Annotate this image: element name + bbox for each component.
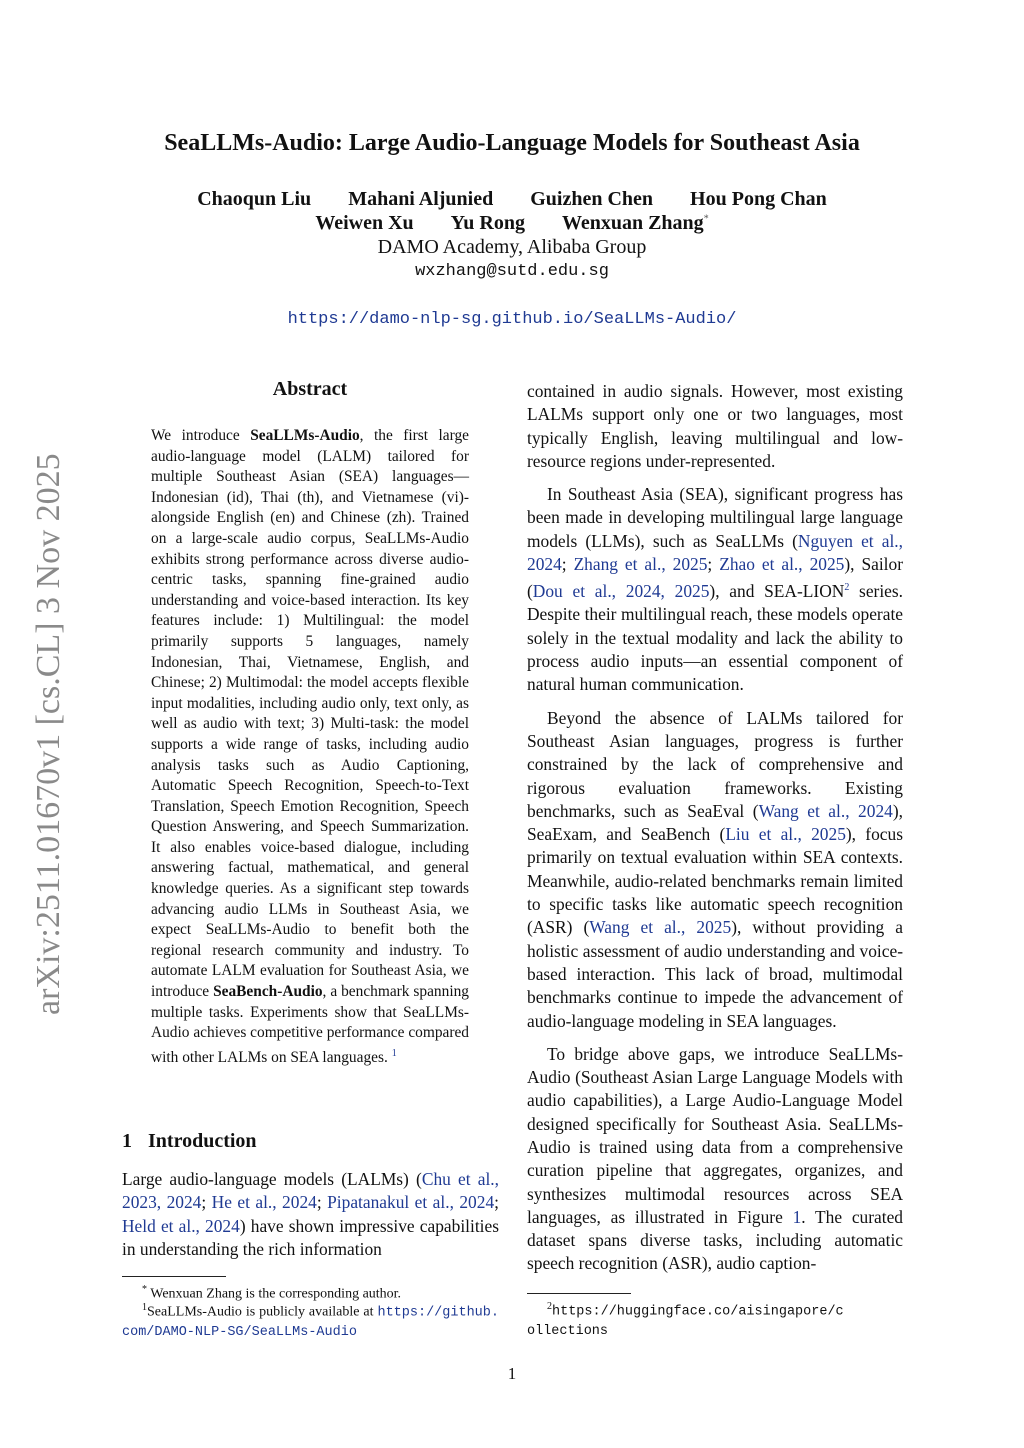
github-url-link[interactable]: https://github.com/DAMO-NLP-SG/SeaLLMs-Audio: [122, 1305, 499, 1340]
citation-link[interactable]: Wang et al., 2025: [589, 917, 732, 938]
page-number: 1: [507, 1364, 517, 1383]
author-email[interactable]: wxzhang@sutd.edu.sg: [415, 262, 609, 281]
author-name: Guizhen Chen: [530, 188, 654, 210]
footnote-ref[interactable]: 1: [391, 1047, 397, 1059]
model-name: SeaLLMs-Audio: [250, 427, 360, 444]
footnote-1: $^1$SeaLLMs-Audio is publicly available at https://github.com/DAMO-NLP-SG/SeaLLMs-Audio: [122, 1302, 499, 1340]
figure-ref-link[interactable]: 1: [792, 1206, 802, 1227]
citation-link[interactable]: He et al., 2024: [211, 1192, 317, 1213]
arxiv-stamp: arXiv:2511.01670v1 [cs.CL] 3 Nov 2025: [30, 453, 67, 1015]
footnote-2: $^2$https://huggingface.co/aisingapore/collections: [527, 1301, 844, 1339]
paper-title: SeaLLMs-Audio: Large Audio-Language Models for Southeast Asia: [164, 130, 860, 156]
paragraph: In Southeast Asia (SEA), significant progress has been made in developing multilingual large language models (LLMs), such as SeaLLMs (Nguyen et al., 2024; Zhang et al., 2025; Zhao et al., 2025), Sailor (Dou et al., 2024, 2025), and SEA-LION$^2$ series. Despite their multilingual reach, these models operate solely in the textual modality and lack the ability to process audio inputs—an essential component of natural human communication.: [527, 484, 903, 695]
paragraph: To bridge above gaps, we introduce SeaLLMs-Audio (Southeast Asian Large Language Models with audio capabilities), a Large Audio-Language Model designed specifically for Southeast Asia. SeaLLMs-Audio is trained using data from a comprehensive curation pipeline that aggregates, organizes, and synthesizes multimodal resources across SEA languages, as illustrated in Figure 1. The curated dataset spans diverse tasks, including automatic speech recognition (ASR), audio caption-: [527, 1043, 903, 1274]
citation-link[interactable]: Dou et al., 2024, 2025: [532, 581, 710, 602]
footnote-corresponding: * Wenxuan Zhang is the corresponding author.: [142, 1284, 402, 1302]
huggingface-url-link[interactable]: https://huggingface.co/aisingapore/collections: [527, 1304, 844, 1339]
footnote-rule: [527, 1293, 631, 1294]
abstract-heading: Abstract: [272, 378, 348, 400]
footnote-ref[interactable]: 2: [844, 582, 850, 594]
affiliation: DAMO Academy, Alibaba Group: [377, 236, 647, 258]
citation-link[interactable]: Wang et al., 2024: [758, 800, 893, 821]
corresponding-mark: *: [703, 213, 709, 225]
author-row-1: [0, 188, 1024, 211]
intro-left-paragraph: Large audio-language models (LALMs) (Chu et al., 2023, 2024; He et al., 2024; Pipatanakul et al., 2024; Held et al., 2024) have shown impressive capabilities in understanding the rich information: [122, 1169, 500, 1259]
citation-link[interactable]: Nguyen et al., 2024: [527, 530, 903, 575]
citation-link[interactable]: Chu et al., 2023, 2024: [122, 1169, 500, 1213]
citation-link[interactable]: Liu et al., 2025: [725, 824, 846, 845]
author-name: Weiwen Xu: [315, 212, 414, 234]
paragraph: contained in audio signals. However, most existing LALMs support only one or two languages, most typically English, leaving multilingual and low-resource regions under-represented.: [527, 381, 903, 471]
citation-link[interactable]: Zhao et al., 2025: [719, 554, 845, 575]
footnote-rule: [122, 1276, 226, 1277]
section-heading-introduction: 1 Introduction: [122, 1130, 257, 1152]
abstract-text: We introduce SeaLLMs-Audio, the first large audio-language model (LALM) tailored for multiple Southeast Asian (SEA) languages—Indonesian (id), Thai (th), and Vietnamese (vi)-alongside English (en) and Chinese (zh). Trained on a large-scale audio corpus, SeaLLMs-Audio exhibits strong performance across diverse audio-centric tasks, spanning fine-grained audio understanding and voice-based interaction. Its key features include: 1) Multilingual: the model primarily supports 5 languages, namely Indonesian, Thai, Vietnamese, English, and Chinese; 2) Multimodal: the model accepts flexible input modalities, including audio only, text only, as well as audio with text; 3) Multi-task: the model supports a wide range of tasks, including audio analysis tasks such as Audio Captioning, Automatic Speech Recognition, Speech-to-Text Translation, Speech Emotion Recognition, Speech Question Answering, and Speech Summarization. It also enables voice-based dialogue, including answering factual, mathematical, and general knowledge queries. As a significant step towards advancing audio LLMs in Southeast Asia, we expect SeaLLMs-Audio to benefit both the regional research community and industry. To automate LALM evaluation for Southeast Asia, we introduce SeaBench-Audio, a benchmark spanning multiple tasks. Experiments show that SeaLLMs-Audio achieves competitive performance compared with other LALMs on SEA languages. $^1$: [151, 427, 470, 1066]
paragraph: Beyond the absence of LALMs tailored for Southeast Asian languages, progress is further constrained by the lack of comprehensive and rigorous evaluation frameworks. Existing benchmarks, such as SeaEval (Wang et al., 2024), SeaExam, and SeaBench (Liu et al., 2025), focus primarily on textual evaluation within SEA contexts. Meanwhile, audio-related benchmarks remain limited to specific tasks like automatic speech recognition (ASR) (Wang et al., 2025), without providing a holistic assessment of audio understanding and voice-based interaction. This lack of broad, multimodal benchmarks continue to impede the advancement of audio-language modeling in SEA languages.: [527, 707, 903, 1031]
author-name: Chaoqun Liu: [197, 188, 312, 210]
author-name: Wenxuan Zhang*: [561, 212, 709, 234]
project-url-link[interactable]: https://damo-nlp-sg.github.io/SeaLLMs-Audio/: [287, 310, 737, 329]
citation-link[interactable]: Held et al., 2024: [122, 1215, 240, 1236]
author-name: Hou Pong Chan: [690, 188, 827, 210]
intro-right-column: [527, 380, 903, 1286]
citation-link[interactable]: Pipatanakul et al., 2024: [327, 1192, 495, 1213]
author-row-2: [0, 212, 1024, 235]
author-name: Mahani Aljunied: [348, 188, 494, 210]
benchmark-name: SeaBench-Audio: [213, 983, 323, 1001]
citation-link[interactable]: Zhang et al., 2025: [573, 554, 708, 575]
author-name: Yu Rong: [450, 212, 525, 234]
